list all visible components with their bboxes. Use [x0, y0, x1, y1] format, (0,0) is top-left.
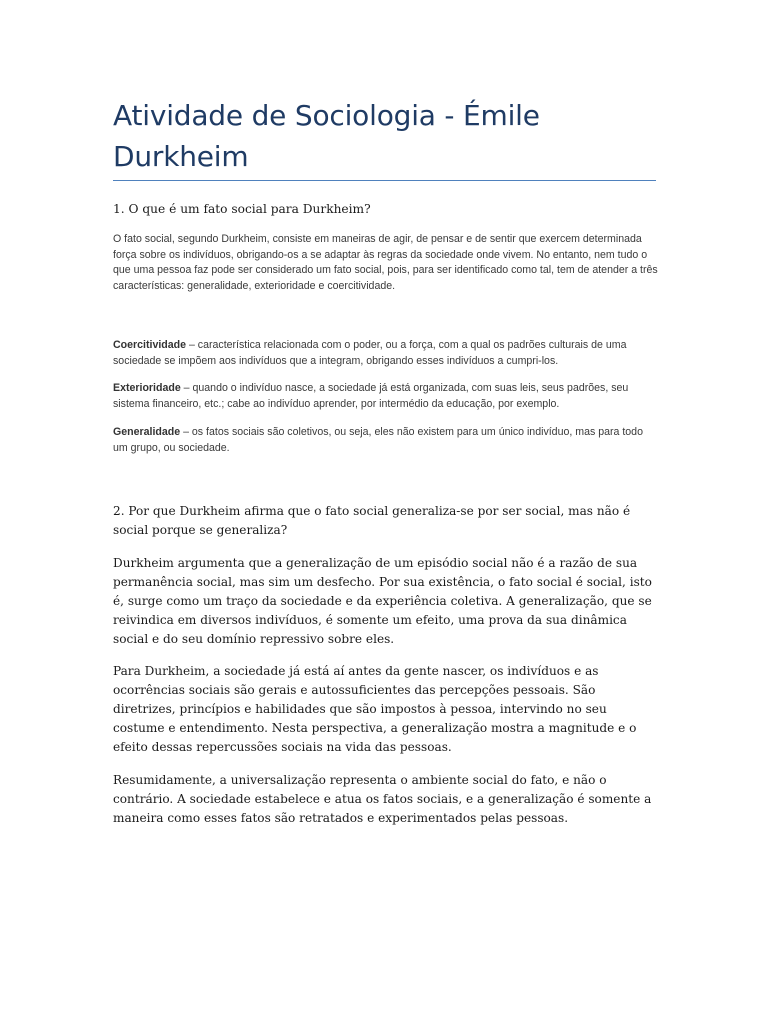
definition-exterioridade [113, 381, 658, 412]
definition-text: – os fatos sociais são coletivos, ou seja, eles não existem para um único indivíduo, mas para todo um grupo, ou sociedade. [113, 426, 643, 454]
title-underline [113, 180, 656, 181]
definition-coercitividade [113, 338, 658, 369]
definition-term: Exterioridade [113, 382, 181, 394]
definition-text: – característica relacionada com o poder, ou a força, com a qual os padrões culturais de uma sociedade se impõem aos indivíduos que a integram, obrigando esses indivíduos a cumpri-los. [113, 339, 627, 367]
question-1: 1. O que é um fato social para Durkheim? [113, 202, 371, 216]
answer-2-paragraph-3: Resumidamente, a universalização representa o ambiente social do fato, e não o contrário. A sociedade estabelece e atua os fatos sociais, e a generalização é somente a maneira como esses fatos são retratados e experimentados pelas pessoas. [113, 773, 652, 825]
answer-2-paragraph-2: Para Durkheim, a sociedade já está aí antes da gente nascer, os indivíduos e as ocorrências sociais são gerais e autossuficientes das percepções pessoais. São diretrizes, princípios e habilidades que são impostos à pessoa, intervindo no seu costume e entendimento. Nesta perspectiva, a generalização mostra a magnitude e o efeito dessas repercussões sociais na vida das pessoas. [113, 664, 637, 754]
document-title: Atividade de Sociologia - Émile Durkheim [113, 99, 540, 173]
answer-2-paragraph-1: Durkheim argumenta que a generalização de um episódio social não é a razão de sua permanência social, mas sim um desfecho. Por sua existência, o fato social é social, isto é, surge como um traço da sociedade e da experiência coletiva. A generalização, que se reivindica em diversos indivíduos, é somente um efeito, uma prova da sua dinâmica social e do seu domínio repressivo sobre eles. [113, 556, 652, 646]
question-2: 2. Por que Durkheim afirma que o fato social generaliza-se por ser social, mas não é social porque se generaliza? [113, 504, 631, 537]
definition-term: Generalidade [113, 426, 181, 438]
definition-text: – quando o indivíduo nasce, a sociedade já está organizada, com suas leis, seus padrões, seu sistema financeiro, etc.; cabe ao indivíduo aprender, por intermédio da educação, por exemplo. [113, 382, 629, 410]
definition-generalidade [113, 425, 658, 456]
fato-social-intro: O fato social, segundo Durkheim, consiste em maneiras de agir, de pensar e de sentir que exercem determinada força sobre os indivíduos, obrigando-os a se adaptar às regras da sociedade onde vivem. No entanto, nem tudo o que uma pessoa faz pode ser considerado um fato social, pois, para ser identificado como tal, tem de atender a três características: generalidade, exterioridade e coercitividade. [113, 233, 658, 293]
definition-term: Coercitividade [113, 339, 187, 351]
